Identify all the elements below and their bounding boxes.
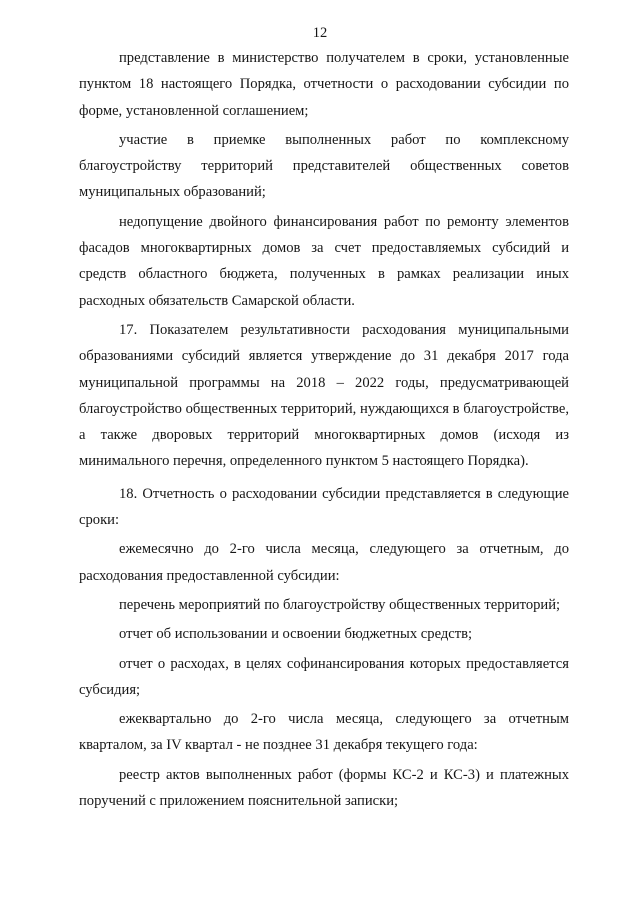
paragraph-acceptance-participation: участие в приемке выполненных работ по комплексному благоустройству территорий представителей общественных советов муниципальных образований; [79, 131, 569, 201]
paragraph-double-financing: недопущение двойного финансирования работ по ремонту элементов фасадов многоквартирных домов за счет предоставляемых субсидий и средств областного бюджета, полученных в рамках реализации иных расходных обязательств Самарской области. [79, 213, 569, 309]
document-body [79, 45, 569, 814]
paragraph-18-reporting-deadlines: 18. Отчетность о расходовании субсидии представляется в следующие сроки: [79, 485, 569, 529]
paragraph-17-performance-indicator: 17. Показателем результативности расходования муниципальными образованиями субсидий является утверждение до 31 декабря 2017 года муниципальной программы на 2018 – 2022 годы, предусматривающей благоустройство общественных территорий, нуждающихся в благоустройстве, а также дворовых территорий многоквартирных домов (исходя из минимального перечня, определенного пунктом 5 настоящего Порядка). [79, 321, 569, 470]
paragraph-acts-registry: реестр актов выполненных работ (формы КС-2 и КС-3) и платежных поручений с приложением пояснительной записки; [79, 766, 569, 810]
paragraph-quarterly-reporting: ежеквартально до 2-го числа месяца, следующего за отчетным кварталом, за IV квартал - не позднее 31 декабря текущего года: [79, 711, 569, 754]
paragraph-budget-usage-report: отчет об использовании и освоении бюджетных средств; [119, 626, 473, 643]
paragraph-monthly-reporting: ежемесячно до 2-го числа месяца, следующего за отчетным, до расходования предоставленной субсидии: [79, 541, 569, 584]
paragraph-list-of-activities: перечень мероприятий по благоустройству общественных территорий; [119, 596, 561, 613]
paragraph-reporting-submission: представление в министерство получателем в сроки, установленные пунктом 18 настоящего Порядка, отчетности о расходовании субсидии по форме, установленной соглашением; [79, 50, 569, 119]
page-number: 12 [312, 25, 328, 41]
paragraph-expense-report: отчет о расходах, в целях софинансирования которых предоставляется субсидия; [79, 655, 569, 698]
